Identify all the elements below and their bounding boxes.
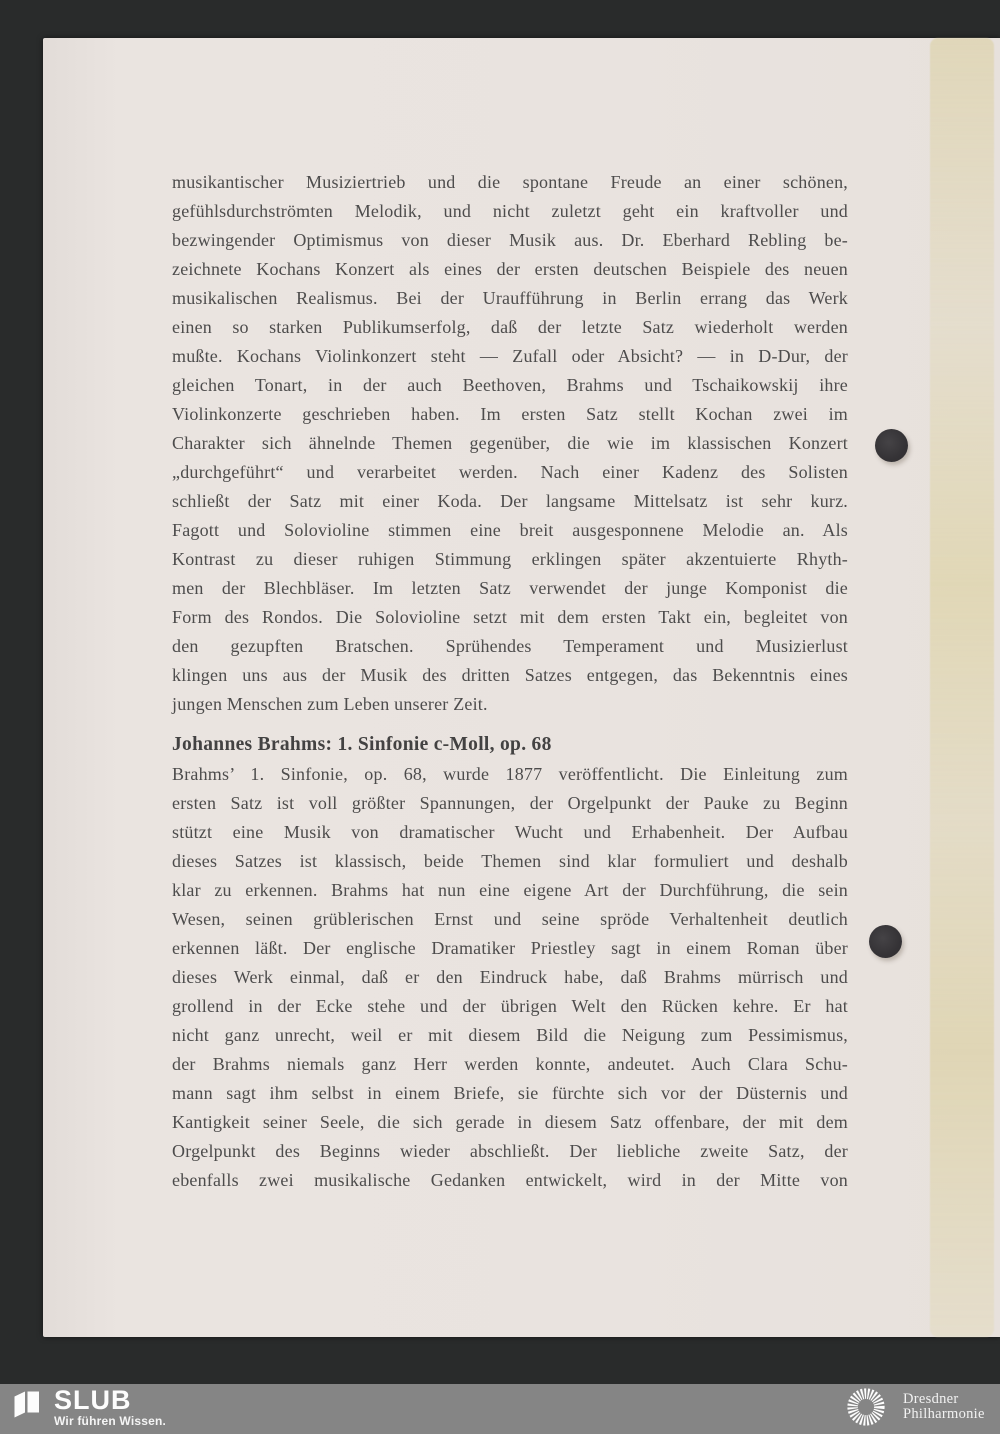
text-line: nicht ganz unrecht, weil er mit diesem Bild die Neigung zum Pessimismus, <box>172 1025 848 1045</box>
philharmonie-name <box>903 1392 985 1422</box>
kochan-paragraph <box>172 168 848 719</box>
text-line: zeichnete Kochans Konzert als eines der ersten deutschen Beispiele des neuen <box>172 259 848 279</box>
philharmonie-name-line2: Philharmonie <box>903 1406 985 1422</box>
text-line: Kontrast zu dieser ruhigen Stimmung erklingen später akzentuierte Rhyth- <box>172 549 848 569</box>
text-line: „durchgeführt“ und verarbeitet werden. Nach einer Kadenz des Solisten <box>172 462 848 482</box>
text-line: einen so starken Publikumserfolg, daß der letzte Satz wiederholt werden <box>172 317 848 337</box>
philharmonie-name-line1: Dresdner <box>903 1391 959 1407</box>
text-line: dieses Satzes ist klassisch, beide Themen sind klar formuliert und deshalb <box>172 851 848 871</box>
text-line: musikalischen Realismus. Bei der Uraufführung in Berlin errang das Werk <box>172 288 848 308</box>
text-line: bezwingender Optimismus von dieser Musik aus. Dr. Eberhard Rebling be- <box>172 230 848 250</box>
text-line: mann sagt ihm selbst in einem Briefe, sie fürchte sich vor der Düsternis und <box>172 1083 848 1103</box>
punch-hole-bottom <box>869 925 902 958</box>
text-line: mußte. Kochans Violinkonzert steht — Zufall oder Absicht? — in D-Dur, der <box>172 346 848 366</box>
text-line: Wesen, seinen grüblerischen Ernst und seine spröde Verhaltenheit deutlich <box>172 909 848 929</box>
punch-hole-top <box>875 429 908 462</box>
philharmonie-sunburst-icon <box>845 1386 887 1428</box>
text-line: klingen uns aus der Musik des dritten Satzes entgegen, das Bekenntnis eines <box>172 665 848 685</box>
text-line: stützt eine Musik von dramatischer Wucht und Erhabenheit. Der Aufbau <box>172 822 848 842</box>
scanned-page <box>43 38 1000 1337</box>
text-line: musikantischer Musiziertrieb und die spontane Freude an einer schönen, <box>172 172 848 192</box>
slub-wordmark: SLUB <box>54 1385 132 1415</box>
text-line: jungen Menschen zum Leben unserer Zeit. <box>172 694 488 714</box>
page-text-block <box>172 168 848 1195</box>
text-line: Fagott und Solovioline stimmen eine breit ausgesponnene Melodie an. Als <box>172 520 848 540</box>
slub-logo <box>13 1387 166 1428</box>
philharmonie-logo <box>845 1386 985 1428</box>
text-line: erkennen läßt. Der englische Dramatiker Priestley sagt in einem Roman über <box>172 938 848 958</box>
brahms-heading: Johannes Brahms: 1. Sinfonie c-Moll, op. 68 <box>172 734 552 755</box>
text-line: Orgelpunkt des Beginns wieder abschließt. Der liebliche zweite Satz, der <box>172 1141 848 1161</box>
slub-text-column <box>54 1387 166 1428</box>
text-line: ebenfalls zwei musikalische Gedanken entwickelt, wird in der Mitte von <box>172 1170 848 1190</box>
text-line: schließt der Satz mit einer Koda. Der langsame Mittelsatz ist sehr kurz. <box>172 491 848 511</box>
text-line: Charakter sich ähnelnde Themen gegenüber, die wie im klassischen Konzert <box>172 433 848 453</box>
brahms-paragraph <box>172 760 848 1195</box>
text-line: gefühlsdurchströmten Melodik, und nicht zuletzt geht ein kraftvoller und <box>172 201 848 221</box>
slub-tagline: Wir führen Wissen. <box>54 1414 167 1428</box>
text-line: Form des Rondos. Die Solovioline setzt mit dem ersten Takt ein, begleitet von <box>172 607 848 627</box>
text-line: Kantigkeit seiner Seele, die sich gerade in diesem Satz offenbare, der mit dem <box>172 1112 848 1132</box>
text-line: Brahms’ 1. Sinfonie, op. 68, wurde 1877 veröffentlicht. Die Einleitung zum <box>172 764 848 784</box>
text-line: grollend in der Ecke stehe und der übrigen Welt den Rücken kehre. Er hat <box>172 996 848 1016</box>
text-line: der Brahms niemals ganz Herr werden konnte, andeutet. Auch Clara Schu- <box>172 1054 848 1074</box>
tape-strip <box>930 38 994 1337</box>
text-line: men der Blechbläser. Im letzten Satz verwendet der junge Komponist die <box>172 578 848 598</box>
text-line: Violinkonzerte geschrieben haben. Im ersten Satz stellt Kochan zwei im <box>172 404 848 424</box>
slub-book-icon <box>13 1390 40 1418</box>
text-line: dieses Werk einmal, daß er den Eindruck habe, daß Brahms mürrisch und <box>172 967 848 987</box>
footer-bar <box>0 1384 1000 1434</box>
text-line: den gezupften Bratschen. Sprühendes Temperament und Musizierlust <box>172 636 848 656</box>
text-line: ersten Satz ist voll größter Spannungen, der Orgelpunkt der Pauke zu Beginn <box>172 793 848 813</box>
text-line: gleichen Tonart, in der auch Beethoven, Brahms und Tschaikowskij ihre <box>172 375 848 395</box>
text-line: klar zu erkennen. Brahms hat nun eine eigene Art der Durchführung, die sein <box>172 880 848 900</box>
